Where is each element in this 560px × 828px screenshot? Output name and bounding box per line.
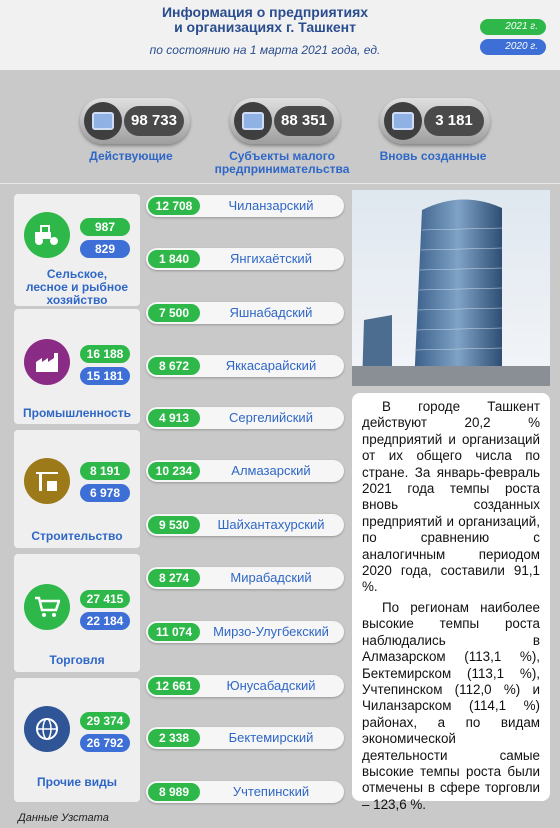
source-note: Данные Узстата: [18, 812, 109, 824]
district-value: 1 840: [148, 250, 200, 268]
subtitle: по состоянию на 1 марта 2021 года, ед.: [149, 43, 381, 57]
sector-label: Промышленность: [23, 406, 131, 420]
district-value: 7 500: [148, 304, 200, 322]
tractor-icon: [24, 212, 70, 258]
building-icon: [234, 102, 272, 140]
district-name: Чиланзарский: [228, 198, 314, 213]
value-2020: 22 184: [80, 612, 130, 630]
sector-trade: [14, 554, 140, 672]
sector-label: Прочие виды: [37, 775, 117, 789]
building-photo: [352, 190, 550, 386]
district-name: Янгихаётский: [230, 251, 312, 266]
divider: [0, 183, 560, 184]
value-2020: 6 978: [80, 484, 130, 502]
district-name: Яшнабадский: [229, 305, 313, 320]
page-title: [100, 5, 430, 35]
kpi-label-small-business: Субъекты малого предпринимательства: [214, 149, 350, 176]
district-row: [146, 195, 344, 217]
district-value: 9 530: [148, 516, 200, 534]
value-2021: 16 188: [80, 345, 130, 363]
district-name: Сергелийский: [229, 410, 313, 425]
kpi-new: [380, 98, 490, 144]
sector-construction: [14, 430, 140, 548]
globe-icon: [24, 706, 70, 752]
district-value: 12 708: [148, 197, 200, 215]
district-row: [146, 567, 344, 589]
new-building-icon: [384, 102, 422, 140]
district-value: 8 989: [148, 783, 200, 801]
district-value: 2 338: [148, 729, 200, 747]
district-row: [146, 675, 344, 697]
kpi-active: [80, 98, 190, 144]
sector-label: Сельское, лесное и рыбное хозяйство: [25, 267, 129, 307]
sector-other: [14, 678, 140, 802]
district-row: [146, 407, 344, 429]
district-row: [146, 781, 344, 803]
district-name: Алмазарский: [231, 463, 311, 478]
district-name: Юнусабадский: [226, 678, 316, 693]
district-value: 10 234: [148, 462, 200, 480]
district-name: Учтепинский: [232, 784, 310, 799]
factory-icon: [24, 339, 70, 385]
district-name: Шайхантахурский: [217, 517, 325, 532]
value-2021: 987: [80, 218, 130, 236]
value-2020: 26 792: [80, 734, 130, 752]
district-name: Бектемирский: [228, 730, 314, 745]
district-row: [146, 248, 344, 270]
crane-icon: [24, 458, 70, 504]
sector-industry: [14, 309, 140, 424]
paragraph-1: В городе Ташкент действуют 20,2 % предприятий и организаций от их общего числа по стране. За январь-февраль 2021 года темпы роста вновь созданных предприятий и организаций, по сравнению с аналогичным периодом 2020 года, составили 91,1 %.: [362, 399, 540, 595]
sector-label: Торговля: [49, 653, 105, 667]
kpi-value: 3 181: [424, 106, 484, 136]
legend-2021: 2021 г.: [480, 19, 546, 35]
district-value: 8 672: [148, 357, 200, 375]
district-row: [146, 355, 344, 377]
kpi-label-new: Вновь созданные: [379, 149, 487, 163]
kpi-label-active: Действующие: [89, 149, 173, 163]
value-2021: 27 415: [80, 590, 130, 608]
sector-label: Строительство: [31, 529, 123, 543]
legend-2020: 2020 г.: [480, 39, 546, 55]
description-text: [352, 393, 550, 812]
value-2020: 829: [80, 240, 130, 258]
title-line-2: и организациях г. Ташкент: [174, 19, 356, 35]
title-line-1: Информация о предприятиях: [161, 4, 369, 20]
district-row: [146, 460, 344, 482]
district-value: 11 074: [148, 623, 200, 641]
district-name: Мирзо-Улугбекский: [213, 624, 329, 639]
district-row: [146, 621, 344, 643]
district-row: [146, 727, 344, 749]
sector-agriculture: [14, 194, 140, 306]
district-name: Яккасарайский: [225, 358, 317, 373]
district-row: [146, 302, 344, 324]
paragraph-2: По регионам наиболее высокие темпы роста наблюдались в Алмазарском (113,1 %), Бектемирском (113,1 %), Учтепинском (112,0 %) и Чиланзарском (114,1 %) районах, а по видам экономической деятельности самые высокие темпы роста были отмечены в сфере торговли – 123,6 %.: [362, 599, 540, 812]
district-value: 8 274: [148, 569, 200, 587]
kpi-value: 88 351: [274, 106, 334, 136]
district-row: [146, 514, 344, 536]
value-2021: 8 191: [80, 462, 130, 480]
district-value: 12 661: [148, 677, 200, 695]
district-value: 4 913: [148, 409, 200, 427]
district-name: Мирабадский: [230, 570, 312, 585]
value-2020: 15 181: [80, 367, 130, 385]
buildings-icon: [84, 102, 122, 140]
kpi-value: 98 733: [124, 106, 184, 136]
value-2021: 29 374: [80, 712, 130, 730]
cart-icon: [24, 584, 70, 630]
kpi-small-business: [230, 98, 340, 144]
